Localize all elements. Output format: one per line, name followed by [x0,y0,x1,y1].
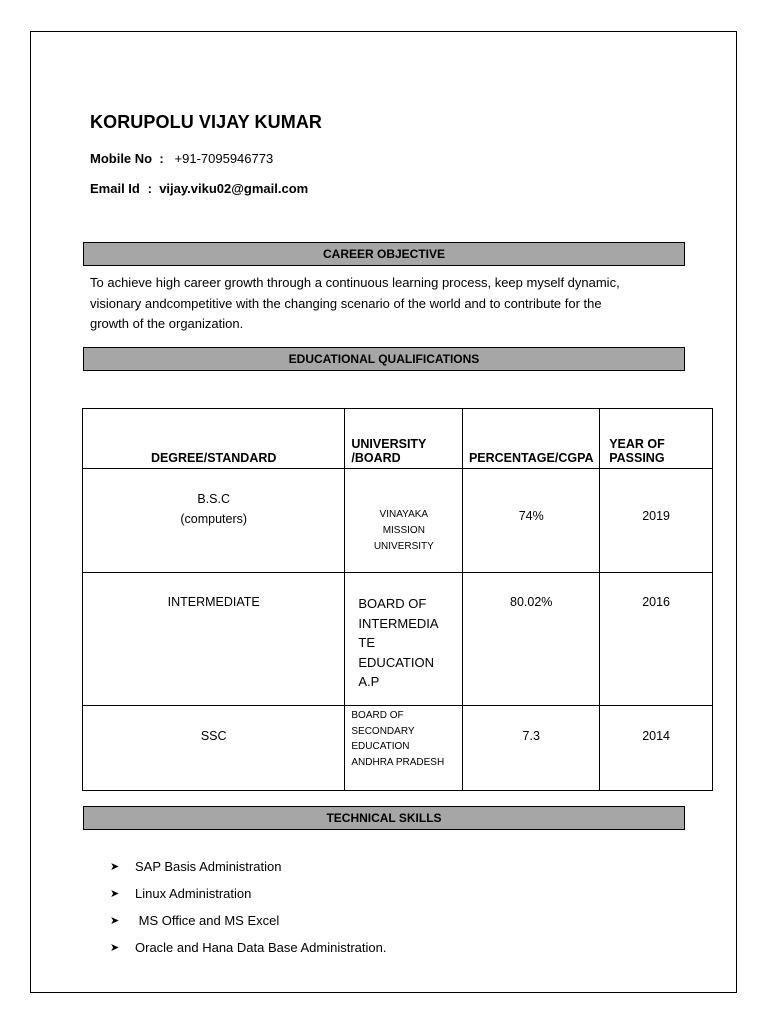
arrowhead-bullet-icon: ➤ [110,942,120,954]
year-column-header: YEAR OF PASSING [600,409,713,469]
percentage-cell: 80.02% [463,573,600,706]
mobile-value: +91-7095946773 [174,151,274,166]
objective-line: To achieve high career growth through a continuous learning process, keep myself dynamic, [90,275,620,290]
percentage-cell: 74% [463,469,600,573]
email-line: Email Id : vijay.viku02@gmail.com [90,181,309,196]
board-cell: BOARD OF SECONDARY EDUCATION ANDHRA PRADESH [345,706,463,791]
email-label: Email Id [90,181,140,196]
career-objective-text [90,273,680,335]
candidate-name: KORUPOLU VIJAY KUMAR [90,112,323,132]
career-objective-heading: CAREER OBJECTIVE [83,242,685,266]
percentage-cell: 7.3 [463,706,600,791]
table-row [83,469,713,573]
university-column-header: UNIVERSITY /BOARD [345,409,463,469]
year-cell: 2019 [600,469,713,573]
table-row [83,573,713,706]
year-cell: 2016 [600,573,713,706]
objective-line: growth of the organization. [90,316,244,331]
board-cell: VINAYAKA MISSION UNIVERSITY [345,469,463,573]
objective-line: visionary andcompetitive with the changing scenario of the world and to contribute for the [90,295,602,311]
list-item: ➤ MS Office and MS Excel [110,910,386,937]
year-cell: 2014 [600,706,713,791]
arrowhead-bullet-icon: ➤ [110,888,120,900]
arrowhead-bullet-icon: ➤ [110,861,120,873]
skills-list [110,856,386,964]
degree-cell: SSC [83,706,345,791]
degree-cell: B.S.C (computers) [83,469,345,573]
mobile-line: Mobile No : +91-7095946773 [90,151,274,166]
list-item: ➤ SAP Basis Administration [110,856,386,883]
degree-column-header: DEGREE/STANDARD [83,409,345,469]
email-value: vijay.viku02@gmail.com [159,181,309,196]
list-item: ➤ Linux Administration [110,883,386,910]
education-heading: EDUCATIONAL QUALIFICATIONS [83,347,685,371]
table-header-row [83,409,713,469]
technical-skills-heading: TECHNICAL SKILLS [83,806,685,830]
list-item: ➤ Oracle and Hana Data Base Administration. [110,937,386,964]
arrowhead-bullet-icon: ➤ [110,915,120,927]
percentage-column-header: PERCENTAGE/CGPA [463,409,600,469]
board-cell: BOARD OF INTERMEDIA TE EDUCATION A.P [345,573,463,706]
table-row [83,706,713,791]
degree-cell: INTERMEDIATE [83,573,345,706]
education-table [82,408,713,791]
mobile-label: Mobile No [90,151,153,166]
